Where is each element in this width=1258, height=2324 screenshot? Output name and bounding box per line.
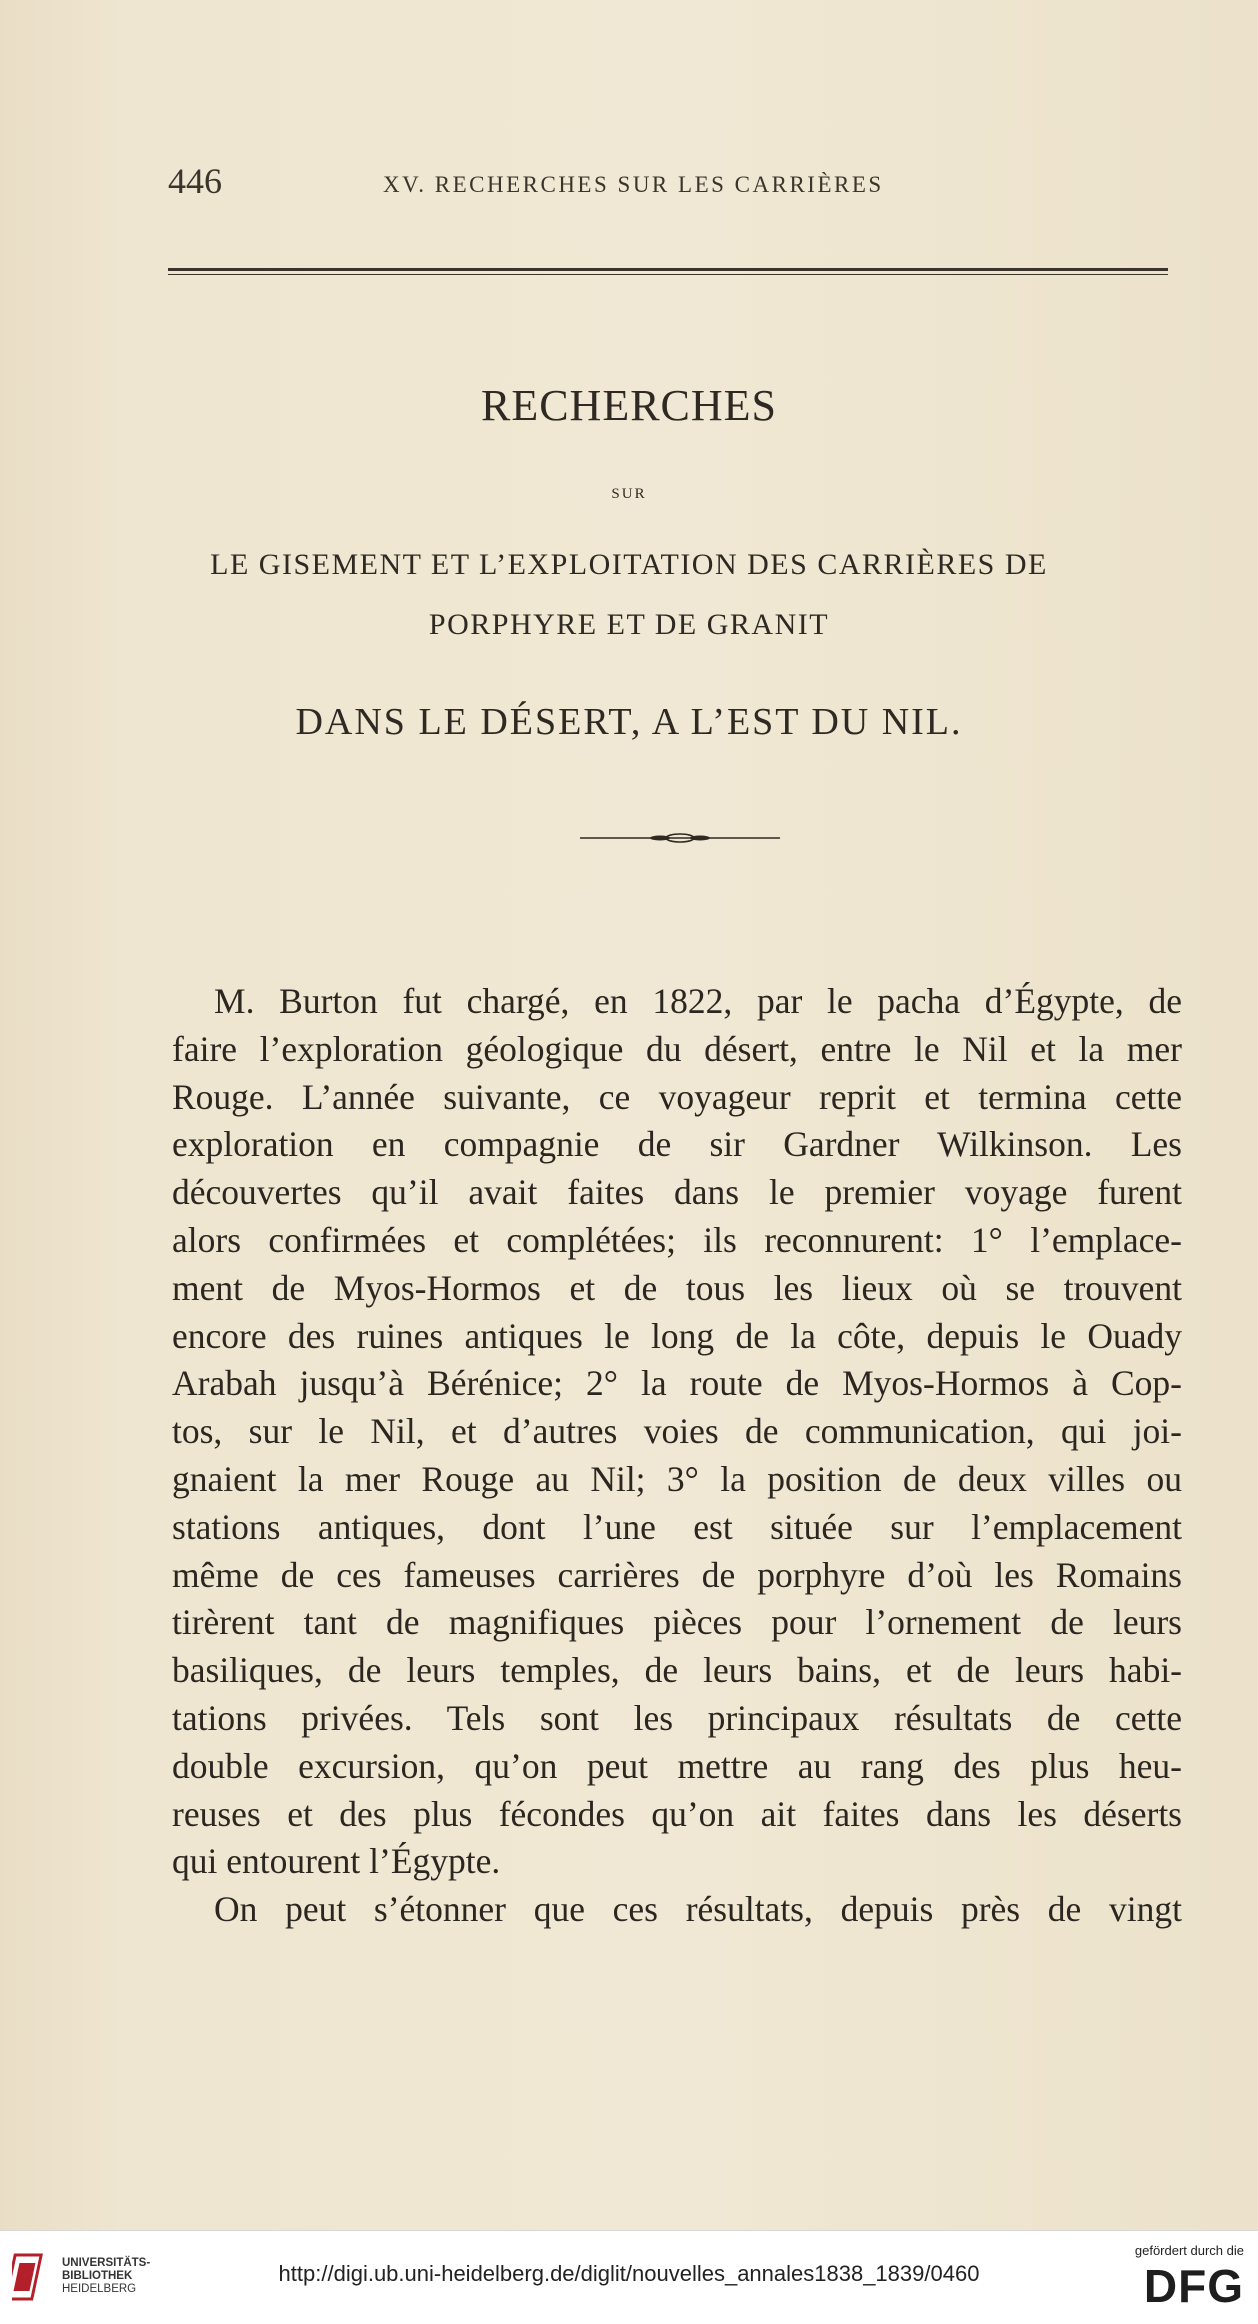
text-line: gnaient la mer Rouge au Nil; 3° la position de deux villes ou [172,1458,1182,1499]
text-line: encore des ruines antiques le long de la côte, depuis le Ouady [172,1315,1182,1356]
text-line: faire l’exploration géologique du désert, entre le Nil et la mer [172,1028,1182,1069]
body-text [172,978,1182,1934]
text-line: tations privées. Tels sont les principaux résultats de cette [172,1697,1182,1738]
text-line: même de ces fameuses carrières de porphyre d’où les Romains [172,1554,1182,1595]
text-line: qui entourent l’Égypte. [172,1841,501,1882]
running-title: XV. RECHERCHES SUR LES CARRIÈRES [383,172,884,197]
text-line: stations antiques, dont l’une est située sur l’emplacement [172,1506,1182,1547]
text-line: basiliques, de leurs temples, de leurs bains, et de leurs habi- [172,1650,1182,1691]
text-line: On peut s’étonner que ces résultats, depuis près de vingt [214,1889,1182,1930]
text-line: double excursion, qu’on peut mettre au rang des plus heu- [172,1745,1182,1786]
title-line-1: LE GISEMENT ET L’EXPLOITATION DES CARRIÈRES DE [210,548,1048,581]
header-rule [168,268,1168,275]
text-line: alors confirmées et complétées; ils reconnurent: 1° l’emplace- [172,1219,1182,1260]
funder-note: gefördert durch die [1134,2243,1244,2258]
permalink-url[interactable]: http://digi.ub.uni-heidelberg.de/diglit/nouvelles_annales1838_1839/0460 [278,2261,980,2286]
text-line: découvertes qu’il avait faites dans le premier voyage furent [172,1172,1182,1213]
text-line: tirèrent tant de magnifiques pièces pour l’ornement de leurs [172,1602,1182,1643]
library-name-line: UNIVERSITÄTS- [62,2257,151,2269]
title-main: RECHERCHES [480,381,778,430]
text-line: Rouge. L’année suivante, ce voyageur reprit et termina cette [172,1076,1182,1117]
text-line: M. Burton fut chargé, en 1822, par le pacha d’Égypte, de [214,981,1182,1021]
funder-block [1104,2243,1244,2310]
digitization-footer [0,2230,1258,2324]
ornament-divider-icon [580,828,780,848]
library-name-line: BIBLIOTHEK [62,2270,133,2282]
page-number: 446 [168,161,222,201]
running-head [168,160,1168,210]
text-line: ment de Myos-Hormos et de tous les lieux où se trouvent [172,1267,1182,1308]
title-line-3: DANS LE DÉSERT, A L’EST DU NIL. [295,701,963,743]
title-line-2: PORPHYRE ET DE GRANIT [428,608,830,641]
dfg-logo[interactable]: DFG [1143,2260,1244,2312]
text-line: tos, sur le Nil, et d’autres voies de communication, qui joi- [172,1411,1182,1452]
title-sur: SUR [611,486,647,502]
library-name-line: HEIDELBERG [62,2283,137,2295]
text-line: reuses et des plus fécondes qu’on ait faites dans les déserts [172,1793,1182,1834]
text-line: exploration en compagnie de sir Gardner Wilkinson. Les [172,1124,1182,1165]
text-line: Arabah jusqu’à Bérénice; 2° la route de Myos-Hormos à Cop- [172,1363,1182,1404]
